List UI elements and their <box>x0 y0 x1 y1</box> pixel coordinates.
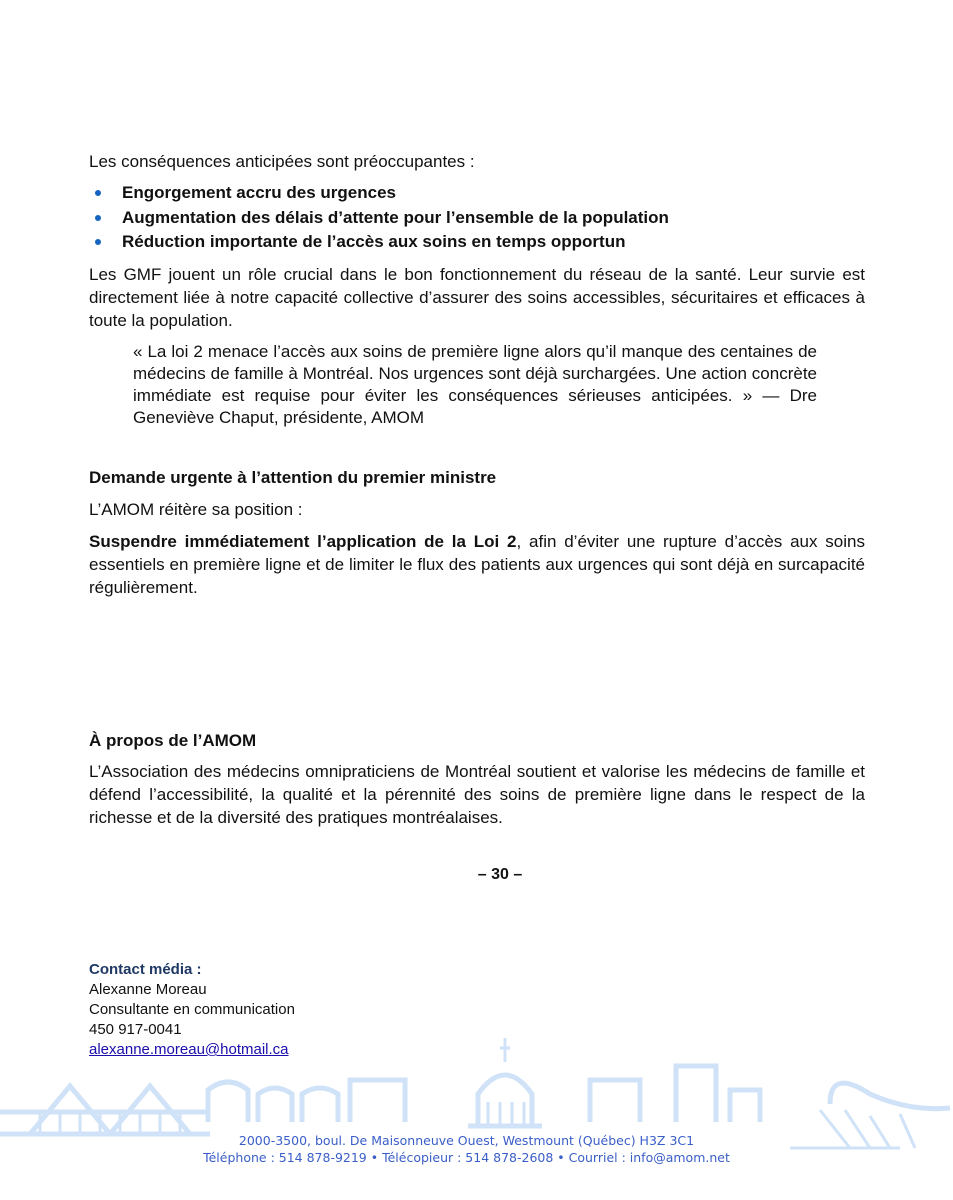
apropos-heading: À propos de l’AMOM <box>89 731 257 750</box>
position-text: L’AMOM réitère sa position : <box>89 500 303 519</box>
page-number: – 30 – <box>477 866 523 883</box>
consequences-list <box>89 181 865 255</box>
list-item: Réduction importante de l’accès aux soins en temps opportun <box>89 230 865 255</box>
contact-phone: 450 917-0041 <box>89 1021 182 1038</box>
apropos-text: L’Association des médecins omnipraticiens de Montréal soutient et valorise les médecins de famille et défend l’accessibilité, la qualité et la pérennité des soins de première ligne dans le respect de la richesse et de la diversité des pratiques montréalaises. <box>89 762 865 827</box>
suspend-rest: , afin d’éviter une rupture d’accès aux soins essentiels en première ligne et de limiter le flux des patients aux urgences qui sont déjà en surcapacité régulièrement. <box>89 532 865 597</box>
footer-contacts: Téléphone : 514 878-9219 • Télécopieur : 514 878-2608 • Courriel : info@amom.net <box>203 1150 730 1165</box>
contact-name: Alexanne Moreau <box>89 981 207 998</box>
demande-heading: Demande urgente à l’attention du premier ministre <box>89 468 497 487</box>
president-quote: « La loi 2 menace l’accès aux soins de première ligne alors qu’il manque des centaines de médecins de famille à Montréal. Nos urgences sont déjà surchargées. Une action concrète immédiate est requise pour éviter les conséquences sérieuses anticipées. » — Dre Geneviève Chaput, présidente, AMOM <box>133 342 817 427</box>
list-item: Engorgement accru des urgences <box>89 181 865 206</box>
suspend-bold: Suspendre immédiatement l’application de la Loi 2 <box>89 532 517 551</box>
contact-email-link[interactable]: alexanne.moreau@hotmail.ca <box>89 1041 289 1058</box>
contact-title: Consultante en communication <box>89 1001 295 1018</box>
media-contact <box>89 960 295 1060</box>
intro-text: Les conséquences anticipées sont préoccupantes : <box>89 152 475 171</box>
suspend-paragraph <box>89 530 865 599</box>
contact-label: Contact média : <box>89 961 202 978</box>
footer-address: 2000-3500, boul. De Maisonneuve Ouest, Westmount (Québec) H3Z 3C1 <box>238 1133 695 1148</box>
gmf-paragraph: Les GMF jouent un rôle crucial dans le bon fonctionnement du réseau de la santé. Leur survie est directement liée à notre capacité collective d’assurer des soins accessibles, sécuritaires et efficaces à toute la population. <box>89 265 865 330</box>
list-item: Augmentation des délais d’attente pour l’ensemble de la population <box>89 206 865 231</box>
